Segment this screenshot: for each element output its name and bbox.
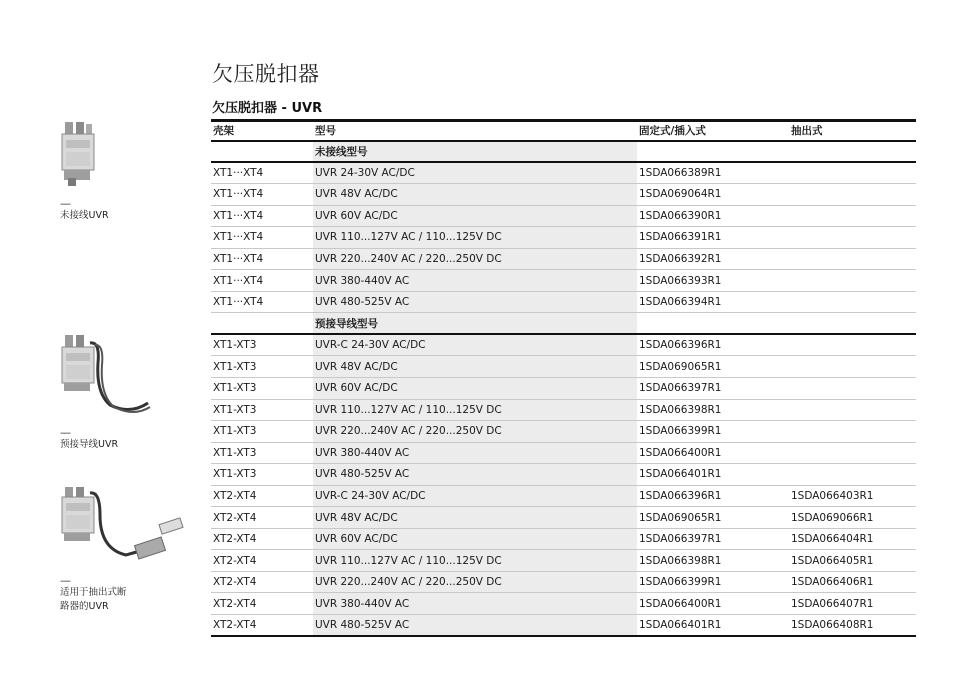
table-cell: 1SDA066397R1 bbox=[637, 378, 789, 400]
subheader-row bbox=[211, 141, 916, 163]
table-cell: XT2-XT4 bbox=[211, 485, 313, 507]
table-cell: XT1-XT3 bbox=[211, 442, 313, 464]
table-cell: XT2-XT4 bbox=[211, 593, 313, 615]
prewired-uvr-caption: 预接导线UVR bbox=[60, 439, 119, 450]
table-cell: UVR 480-525V AC bbox=[313, 464, 637, 486]
table-cell: 1SDA066393R1 bbox=[637, 270, 789, 292]
table-row bbox=[211, 334, 916, 356]
table-cell bbox=[789, 248, 916, 270]
table-cell: 1SDA066398R1 bbox=[637, 399, 789, 421]
table-cell: 1SDA066399R1 bbox=[637, 571, 789, 593]
table-cell: UVR 24-30V AC/DC bbox=[313, 162, 637, 184]
table-cell: UVR-C 24-30V AC/DC bbox=[313, 334, 637, 356]
table-cell: 1SDA066401R1 bbox=[637, 464, 789, 486]
table-cell bbox=[789, 334, 916, 356]
table-cell bbox=[789, 291, 916, 313]
table-row bbox=[211, 399, 916, 421]
page-title: 欠压脱扣器 bbox=[212, 62, 320, 86]
table-row bbox=[211, 356, 916, 378]
table-cell: UVR 110...127V AC / 110...125V DC bbox=[313, 227, 637, 249]
header-model: 型号 bbox=[313, 121, 637, 141]
table-row bbox=[211, 615, 916, 637]
table-cell: UVR 380-440V AC bbox=[313, 442, 637, 464]
section-title: 欠压脱扣器 - UVR bbox=[212, 101, 323, 116]
table-cell: XT1···XT4 bbox=[211, 205, 313, 227]
table-cell: 1SDA066403R1 bbox=[789, 485, 916, 507]
unwired-uvr-image bbox=[60, 120, 160, 194]
table-cell bbox=[789, 442, 916, 464]
table-cell: 1SDA066397R1 bbox=[637, 528, 789, 550]
table-cell: 1SDA066405R1 bbox=[789, 550, 916, 572]
table-cell: XT1-XT3 bbox=[211, 399, 313, 421]
table-cell bbox=[789, 270, 916, 292]
table-cell: 1SDA066401R1 bbox=[637, 615, 789, 637]
table-cell: UVR 60V AC/DC bbox=[313, 378, 637, 400]
table-cell: UVR 220...240V AC / 220...250V DC bbox=[313, 571, 637, 593]
table-cell bbox=[789, 356, 916, 378]
withdrawable-uvr-image bbox=[60, 485, 160, 571]
table-cell: UVR 480-525V AC bbox=[313, 615, 637, 637]
table-row bbox=[211, 485, 916, 507]
table-row bbox=[211, 593, 916, 615]
table-cell bbox=[789, 227, 916, 249]
table-cell: 1SDA069065R1 bbox=[637, 356, 789, 378]
table-cell: XT2-XT4 bbox=[211, 571, 313, 593]
table-cell: UVR 48V AC/DC bbox=[313, 184, 637, 206]
table-cell: XT2-XT4 bbox=[211, 528, 313, 550]
table-row bbox=[211, 291, 916, 313]
table-cell bbox=[789, 205, 916, 227]
table-cell: 1SDA066391R1 bbox=[637, 227, 789, 249]
table-cell: 1SDA066389R1 bbox=[637, 162, 789, 184]
sidebar-prewired-uvr: — 预接导线UVR bbox=[60, 333, 170, 452]
table-cell bbox=[211, 141, 313, 163]
table-cell: 预接导线型号 bbox=[313, 313, 637, 335]
table-cell bbox=[789, 399, 916, 421]
table-cell: 1SDA069065R1 bbox=[637, 507, 789, 529]
table-cell bbox=[789, 141, 916, 163]
table-cell: XT1···XT4 bbox=[211, 270, 313, 292]
table-header-row bbox=[211, 121, 916, 141]
table-row bbox=[211, 162, 916, 184]
table-cell: XT1-XT3 bbox=[211, 334, 313, 356]
table-row bbox=[211, 378, 916, 400]
table-cell: UVR 48V AC/DC bbox=[313, 356, 637, 378]
table-cell bbox=[637, 313, 789, 335]
table-cell: XT1-XT3 bbox=[211, 421, 313, 443]
table-cell: XT1···XT4 bbox=[211, 162, 313, 184]
table-row bbox=[211, 205, 916, 227]
table-cell: UVR 380-440V AC bbox=[313, 270, 637, 292]
table-row bbox=[211, 464, 916, 486]
table-cell: 1SDA066408R1 bbox=[789, 615, 916, 637]
prewired-uvr-image bbox=[60, 333, 160, 423]
uvr-table bbox=[211, 119, 916, 637]
table-cell: 未接线型号 bbox=[313, 141, 637, 163]
header-frame: 壳架 bbox=[211, 121, 313, 141]
table-cell bbox=[789, 378, 916, 400]
table-cell: 1SDA066399R1 bbox=[637, 421, 789, 443]
table-cell bbox=[211, 313, 313, 335]
table-cell: UVR 60V AC/DC bbox=[313, 205, 637, 227]
table-cell: XT1-XT3 bbox=[211, 464, 313, 486]
table-cell: 1SDA066396R1 bbox=[637, 334, 789, 356]
table-cell: 1SDA069066R1 bbox=[789, 507, 916, 529]
table-cell: XT1···XT4 bbox=[211, 248, 313, 270]
table-cell: 1SDA066406R1 bbox=[789, 571, 916, 593]
table-cell: 1SDA066400R1 bbox=[637, 593, 789, 615]
table-cell: 1SDA066407R1 bbox=[789, 593, 916, 615]
table-row bbox=[211, 550, 916, 572]
table-cell: UVR 110...127V AC / 110...125V DC bbox=[313, 550, 637, 572]
table-cell: UVR-C 24-30V AC/DC bbox=[313, 485, 637, 507]
table-cell: UVR 380-440V AC bbox=[313, 593, 637, 615]
table-cell: UVR 220...240V AC / 220...250V DC bbox=[313, 248, 637, 270]
table-cell bbox=[789, 464, 916, 486]
table-row bbox=[211, 442, 916, 464]
table-cell: UVR 220...240V AC / 220...250V DC bbox=[313, 421, 637, 443]
table-cell: XT1-XT3 bbox=[211, 378, 313, 400]
table-row bbox=[211, 528, 916, 550]
table-cell: XT1···XT4 bbox=[211, 227, 313, 249]
table-cell bbox=[789, 313, 916, 335]
header-withdrawable: 抽出式 bbox=[789, 121, 916, 141]
table-row bbox=[211, 227, 916, 249]
table-row bbox=[211, 270, 916, 292]
table-cell: 1SDA066392R1 bbox=[637, 248, 789, 270]
subheader-row bbox=[211, 313, 916, 335]
table-cell: 1SDA066398R1 bbox=[637, 550, 789, 572]
withdrawable-uvr-caption: 适用于抽出式断 路器的UVR bbox=[60, 587, 127, 612]
sidebar-unwired-uvr: — 未接线UVR bbox=[60, 120, 170, 223]
table-cell bbox=[789, 162, 916, 184]
table-cell: 1SDA066404R1 bbox=[789, 528, 916, 550]
table-cell: XT1···XT4 bbox=[211, 291, 313, 313]
table-cell: XT2-XT4 bbox=[211, 615, 313, 637]
table-cell: XT1-XT3 bbox=[211, 356, 313, 378]
table-row bbox=[211, 571, 916, 593]
header-fixed-plugin: 固定式/插入式 bbox=[637, 121, 789, 141]
table-cell: 1SDA069064R1 bbox=[637, 184, 789, 206]
table-cell: 1SDA066390R1 bbox=[637, 205, 789, 227]
table-cell: XT2-XT4 bbox=[211, 507, 313, 529]
table-row bbox=[211, 421, 916, 443]
table-row bbox=[211, 184, 916, 206]
table-cell: XT1···XT4 bbox=[211, 184, 313, 206]
unwired-uvr-caption: 未接线UVR bbox=[60, 210, 109, 221]
table-cell: XT2-XT4 bbox=[211, 550, 313, 572]
table-cell: UVR 48V AC/DC bbox=[313, 507, 637, 529]
table-cell bbox=[789, 184, 916, 206]
table-cell bbox=[789, 421, 916, 443]
table-row bbox=[211, 507, 916, 529]
table-cell: 1SDA066400R1 bbox=[637, 442, 789, 464]
table-cell: UVR 110...127V AC / 110...125V DC bbox=[313, 399, 637, 421]
table-cell: 1SDA066394R1 bbox=[637, 291, 789, 313]
table-cell: UVR 480-525V AC bbox=[313, 291, 637, 313]
table-row bbox=[211, 248, 916, 270]
table-cell bbox=[637, 141, 789, 163]
table-cell: UVR 60V AC/DC bbox=[313, 528, 637, 550]
table-cell: 1SDA066396R1 bbox=[637, 485, 789, 507]
sidebar-withdrawable-uvr: — 适用于抽出式断 路器的UVR bbox=[60, 485, 170, 614]
